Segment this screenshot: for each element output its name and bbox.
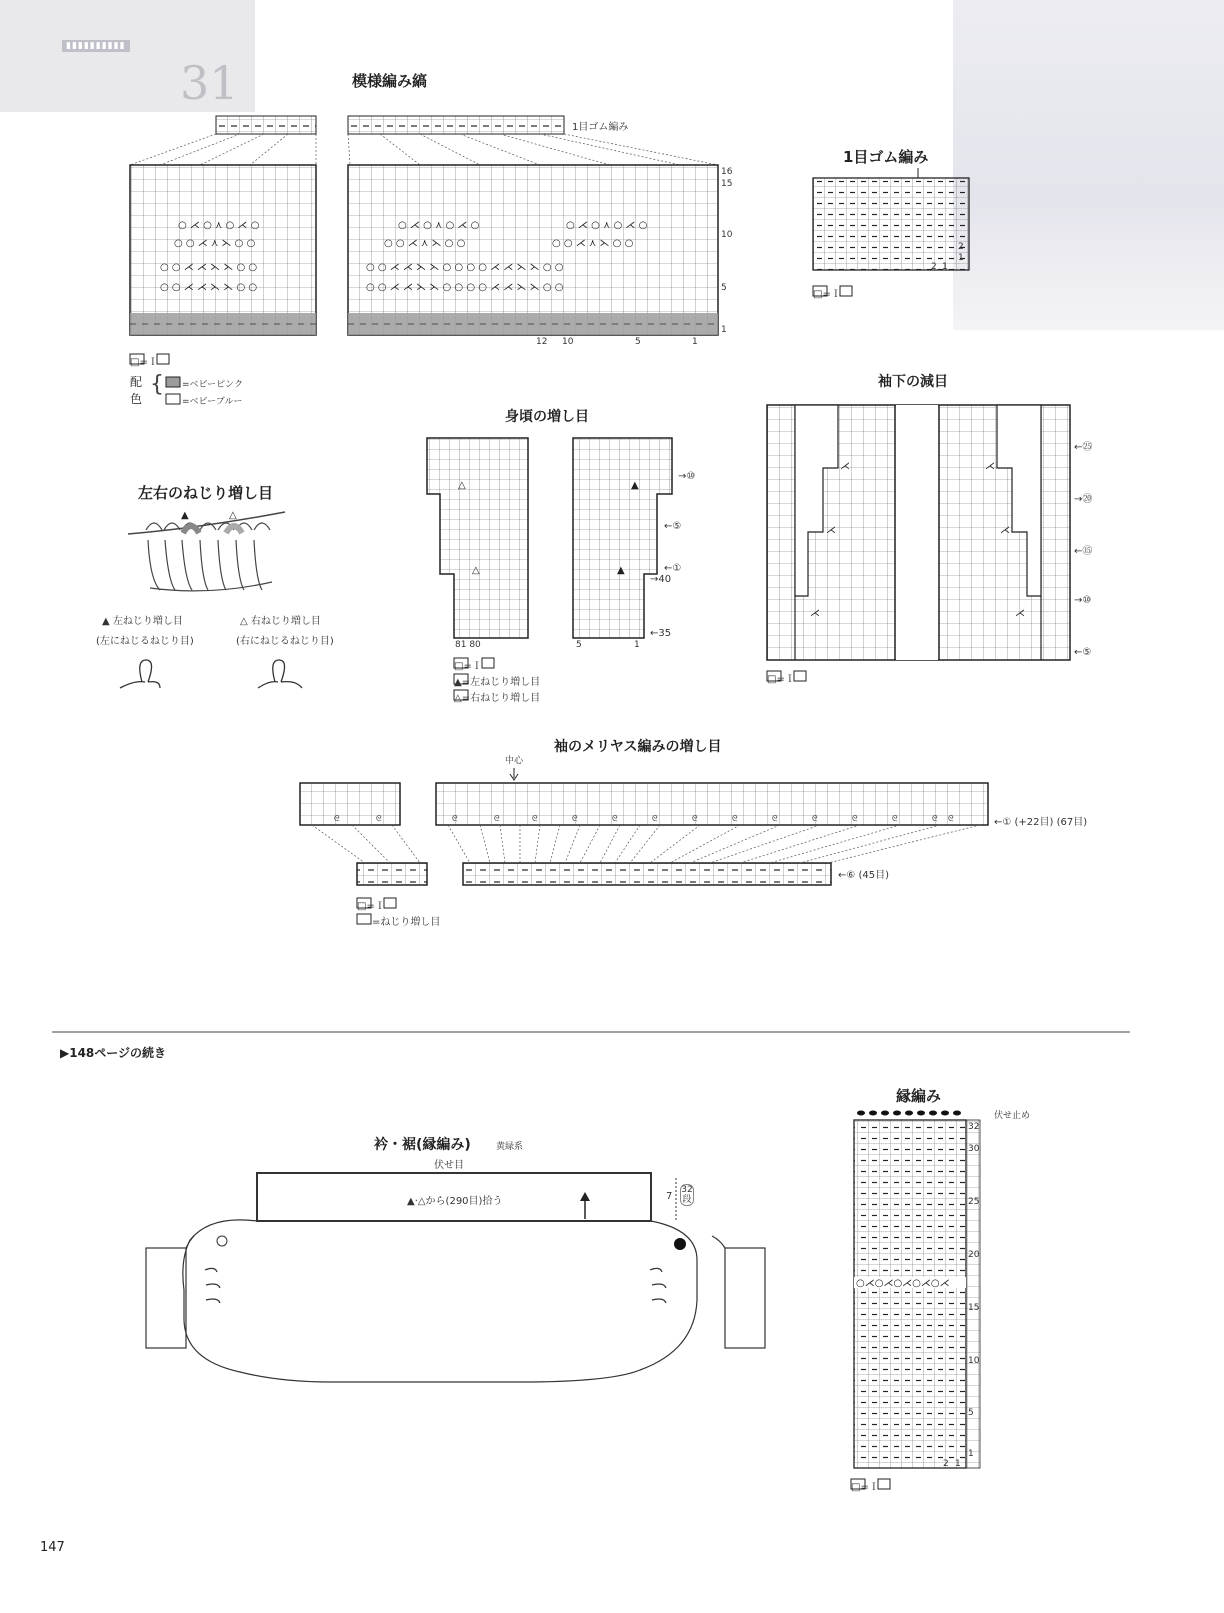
svg-text:○ ○ ⋌ ⋌ ⋋ ⋋ ○ ○: ○ ○ ⋌ ⋌ ⋋ ⋋ ○ ○ bbox=[160, 282, 258, 293]
header-tab: ▮▮▮▮▮▮▮▮▮▮ bbox=[62, 40, 130, 52]
right-twist-label: △ 右ねじり増し目 bbox=[240, 616, 321, 627]
svg-text:ᘓ: ᘓ bbox=[652, 814, 658, 823]
svg-text:○ ○ ⋌ ⋌ ⋋ ⋋ ○ ○ ○ ○ ⋌ ⋌: ○ ○ ⋌ ⋌ ⋋ ⋋ ○ ○ ○ ○ ⋌ ⋌ ⋋ ⋋ ○ ○ bbox=[366, 262, 564, 273]
continuation-link[interactable]: ▶148ページの続き bbox=[60, 1046, 167, 1060]
body-row-arrow-1: ←① bbox=[664, 563, 682, 574]
svg-text:○ ○ ⋌ ⋌ ⋋ ⋋ ○ ○: ○ ○ ⋌ ⋌ ⋋ ⋋ ○ ○ bbox=[160, 262, 258, 273]
sleeve-decrease-chart bbox=[767, 405, 1070, 660]
svg-text:▲: ▲ bbox=[181, 510, 189, 521]
sleeve-stockinette-legend-twist: =ねじり増し目 bbox=[372, 917, 441, 928]
sleeve-arrow-5: ←⑤ bbox=[1074, 647, 1092, 658]
rib-row-1: 1 bbox=[958, 253, 964, 263]
stripe-row-1: 1 bbox=[721, 325, 727, 335]
svg-text:○ ○ ⋌ ⋏ ⋋ ○ ○: ○ ○ ⋌ ⋏ ⋋ ○ ○ bbox=[174, 238, 256, 249]
body-col-1: 1 bbox=[634, 640, 640, 650]
svg-text:ᘓ: ᘓ bbox=[334, 814, 340, 823]
stripe-pattern-title: 模様編み縞 bbox=[352, 72, 428, 90]
edging-row-32: 32 bbox=[968, 1122, 980, 1132]
stripe-rib-label: 1目ゴム編み bbox=[572, 122, 629, 133]
rib-col-2: 2 bbox=[931, 262, 937, 272]
svg-text:⋌: ⋌ bbox=[1000, 525, 1010, 536]
svg-text:ᘓ: ᘓ bbox=[812, 814, 818, 823]
rib-col-1: 1 bbox=[942, 262, 948, 272]
body-increase-chart bbox=[427, 438, 672, 638]
center-label: 中心 bbox=[505, 756, 524, 766]
rib-legend-key: □=Ｉ bbox=[813, 289, 841, 300]
edging-row-30: 30 bbox=[968, 1144, 980, 1154]
body-row-arrow-10: →⑩ bbox=[678, 471, 696, 482]
left-twist-note: (左にねじるねじり目) bbox=[96, 636, 194, 647]
edging-chart bbox=[854, 1120, 966, 1468]
body-legend-left-twist: ▲=左ねじり増し目 bbox=[454, 677, 541, 688]
sleeve-arrow-15: ←⑮ bbox=[1074, 546, 1093, 557]
stripe-row-15: 15 bbox=[721, 179, 733, 189]
svg-text:⋌: ⋌ bbox=[1015, 608, 1025, 619]
color-pink-label: =ベビーピンク bbox=[182, 380, 244, 390]
svg-text:○ ⋌ ○ ⋏ ○ ⋌ ○: ○ ⋌ ○ ⋏ ○ ⋌ ○ bbox=[566, 220, 648, 231]
stripe-col-5: 5 bbox=[635, 337, 641, 347]
edging-title: 縁編み bbox=[896, 1087, 942, 1105]
svg-text:ᘓ: ᘓ bbox=[494, 814, 500, 823]
collar-hem-height: 7 bbox=[666, 1191, 673, 1202]
svg-text:⋌: ⋌ bbox=[810, 608, 820, 619]
sleeve-row1-label: ←① (+22目) (67目) bbox=[994, 817, 1088, 828]
stripe-row-5: 5 bbox=[721, 283, 727, 293]
rib-chart bbox=[813, 178, 969, 270]
edging-col-1: 1 bbox=[955, 1459, 961, 1469]
left-twist-label: ▲ 左ねじり増し目 bbox=[102, 616, 183, 627]
edging-bind-off: 伏せ止め bbox=[994, 1111, 1031, 1121]
svg-text:ᘓ: ᘓ bbox=[948, 814, 954, 823]
collar-hem-bind-off: 伏せ目 bbox=[434, 1160, 464, 1171]
body-col-5: 5 bbox=[576, 640, 582, 650]
svg-text:⋌: ⋌ bbox=[840, 461, 850, 472]
svg-text:△: △ bbox=[458, 480, 466, 491]
edging-row-1: 1 bbox=[968, 1449, 974, 1459]
twist-increase-title: 左右のねじり増し目 bbox=[138, 484, 274, 502]
edging-row-25: 25 bbox=[968, 1197, 980, 1207]
svg-text:ᘓ: ᘓ bbox=[772, 814, 778, 823]
body-row-arrow-35: ←35 bbox=[650, 628, 672, 639]
color-brace: { bbox=[150, 372, 164, 397]
svg-text:○ ○ ⋌ ⋌ ⋋ ⋋ ○ ○ ○ ○ ⋌ ⋌: ○ ○ ⋌ ⋌ ⋋ ⋋ ○ ○ ○ ○ ⋌ ⋌ ⋋ ⋋ ○ ○ bbox=[366, 282, 564, 293]
stripe-row-16: 16 bbox=[721, 167, 733, 177]
sleeve-stockinette-legend-plain: □=Ｉ bbox=[357, 901, 385, 912]
sleeve-stockinette-title: 袖のメリヤス編みの増し目 bbox=[554, 739, 722, 755]
collar-hem-rows: 32段 bbox=[681, 1185, 693, 1205]
right-twist-note: (右にねじるねじり目) bbox=[236, 636, 334, 647]
edging-col-2: 2 bbox=[943, 1459, 949, 1469]
svg-text:ᘓ: ᘓ bbox=[452, 814, 458, 823]
svg-text:○ ⋌ ○ ⋏ ○ ⋌ ○: ○ ⋌ ○ ⋏ ○ ⋌ ○ bbox=[398, 220, 480, 231]
color-heading: 配色 bbox=[130, 375, 143, 406]
rib-row-2: 2 bbox=[958, 242, 964, 252]
body-row-arrow-5: ←⑤ bbox=[664, 521, 682, 532]
sleeve-arrow-20: →⑳ bbox=[1074, 494, 1093, 505]
edging-legend-key: □=Ｉ bbox=[851, 1482, 879, 1493]
body-legend-right-twist: △=右ねじり増し目 bbox=[454, 693, 541, 704]
edging-row-10: 10 bbox=[968, 1356, 980, 1366]
svg-text:▲: ▲ bbox=[631, 480, 639, 491]
stripe-col-1: 1 bbox=[692, 337, 698, 347]
svg-text:ᘓ: ᘓ bbox=[532, 814, 538, 823]
svg-text:○ ○ ⋌ ⋏ ⋋ ○ ○: ○ ○ ⋌ ⋏ ⋋ ○ ○ bbox=[552, 238, 634, 249]
color-blue-label: =ベビーブルー bbox=[182, 397, 243, 407]
sleeve-row6-label: ←⑥ (45目) bbox=[838, 870, 890, 881]
pattern-number: 31 bbox=[180, 56, 239, 110]
sleeve-decrease-title: 袖下の減目 bbox=[878, 374, 948, 390]
sleeve-arrow-25: ←㉕ bbox=[1074, 442, 1093, 453]
svg-text:○⋌○⋌○⋌○⋌○⋌: ○⋌○⋌○⋌○⋌○⋌ bbox=[856, 1278, 950, 1289]
edging-row-15: 15 bbox=[968, 1303, 980, 1313]
stripe-pattern-chart bbox=[130, 116, 718, 335]
stripe-col-12: 12 bbox=[536, 337, 548, 347]
svg-text:ᘓ: ᘓ bbox=[852, 814, 858, 823]
sleeve-legend-key: □=Ｉ bbox=[767, 674, 795, 685]
stripe-legend-key: □=Ｉ bbox=[130, 357, 158, 368]
edging-row-5: 5 bbox=[968, 1408, 974, 1418]
svg-text:ᘓ: ᘓ bbox=[612, 814, 618, 823]
sleeve-arrow-10: →⑩ bbox=[1074, 595, 1092, 606]
svg-text:ᘓ: ᘓ bbox=[376, 814, 382, 823]
svg-text:▲: ▲ bbox=[617, 565, 625, 576]
body-row-arrow-40: →40 bbox=[650, 574, 672, 585]
svg-text:○ ⋌ ○ ⋏ ○ ⋌ ○: ○ ⋌ ○ ⋏ ○ ⋌ ○ bbox=[178, 220, 260, 231]
svg-text:○ ○ ⋌ ⋏ ⋋ ○ ○: ○ ○ ⋌ ⋏ ⋋ ○ ○ bbox=[384, 238, 466, 249]
svg-text:ᘓ: ᘓ bbox=[932, 814, 938, 823]
body-legend-plain: □=Ｉ bbox=[454, 661, 482, 672]
rib-chart-title: 1目ゴム編み bbox=[843, 148, 929, 166]
svg-text:△: △ bbox=[472, 565, 480, 576]
stripe-col-10: 10 bbox=[562, 337, 574, 347]
svg-text:⋌: ⋌ bbox=[826, 525, 836, 536]
svg-text:ᘓ: ᘓ bbox=[892, 814, 898, 823]
stripe-row-10: 10 bbox=[721, 230, 733, 240]
edging-row-20: 20 bbox=[968, 1250, 980, 1260]
collar-hem-yarn: 黄緑系 bbox=[496, 1142, 524, 1152]
svg-text:⋌: ⋌ bbox=[985, 461, 995, 472]
page-number: 147 bbox=[40, 1540, 65, 1555]
svg-text:ᘓ: ᘓ bbox=[572, 814, 578, 823]
collar-hem-title: 衿・裾(縁編み) bbox=[374, 1137, 471, 1153]
svg-text:△: △ bbox=[229, 510, 237, 521]
collar-hem-pickup: ▲·△から(290目)拾う bbox=[404, 1192, 505, 1207]
body-increase-title: 身頃の増し目 bbox=[505, 409, 589, 425]
svg-text:ᘓ: ᘓ bbox=[732, 814, 738, 823]
body-col-81-80: 81 80 bbox=[455, 640, 481, 650]
twist-increase-illustration bbox=[128, 512, 285, 591]
svg-text:ᘓ: ᘓ bbox=[692, 814, 698, 823]
